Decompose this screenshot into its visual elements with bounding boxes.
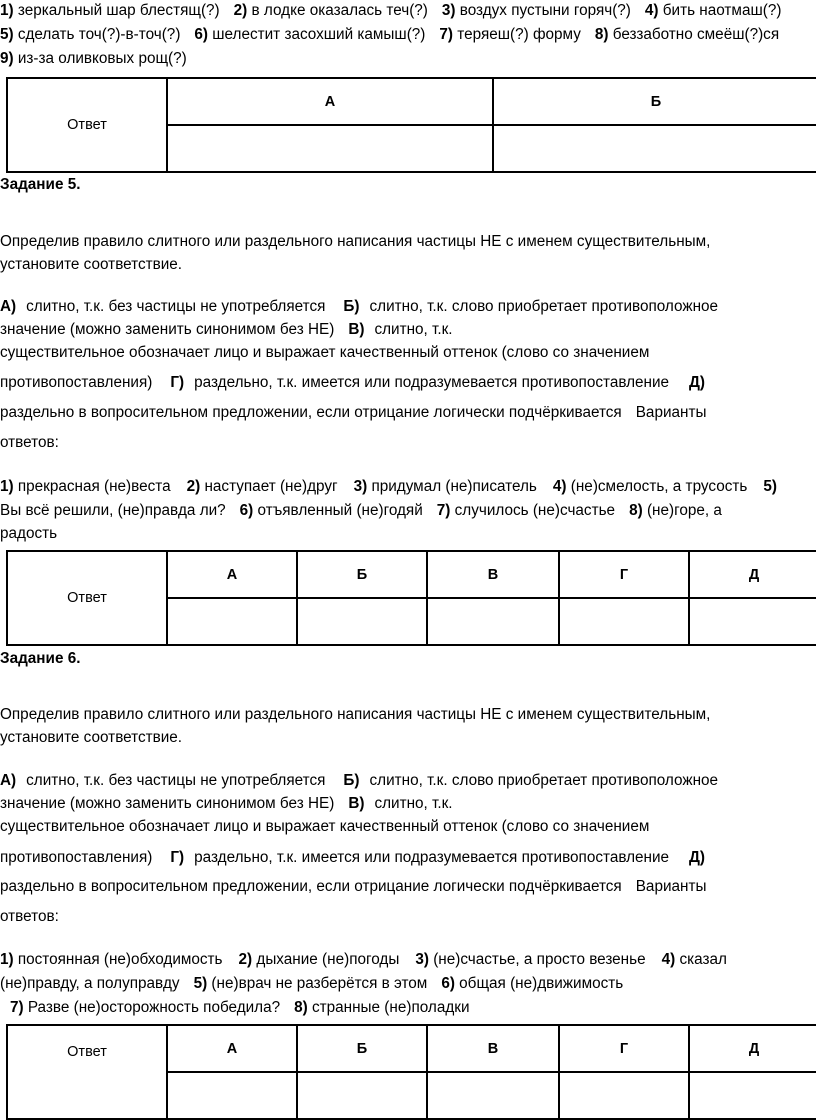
task5-options-line-2: Вы всё решили, (не)правда ли? 6) отъявленный (не)годяй 7) случилось (не)счастье 8) (не)горе, а: [0, 502, 722, 519]
answer-cell-a[interactable]: [167, 1072, 297, 1119]
task6-rules-line-6: ответов:: [0, 908, 59, 925]
task5-options-line-1: 1) прекрасная (не)веста 2) наступает (не)друг 3) придумал (не)писатель 4) (не)смелость, а трусость 5): [0, 478, 777, 495]
task6-instruction-2: установите соответствие.: [0, 729, 183, 746]
task6-options-line-2: (не)правду, а полуправду 5) (не)врач не разберётся в этом 6) общая (не)движимость: [0, 975, 624, 992]
task6-options-line-1: 1) постоянная (не)обходимость 2) дыхание (не)погоды 3) (не)счастье, а просто везенье 4) сказал: [0, 951, 727, 968]
table-header-b: Б: [297, 551, 427, 598]
table-header-g: Г: [559, 1025, 689, 1072]
table-header-a: А: [167, 551, 297, 598]
answer-label: Ответ: [7, 78, 167, 172]
answer-cell-v[interactable]: [427, 1072, 559, 1119]
table-header-a: А: [167, 1025, 297, 1072]
task5-instruction-2: установите соответствие.: [0, 256, 183, 273]
answer-cell-b[interactable]: [297, 598, 427, 645]
answer-cell-g[interactable]: [559, 1072, 689, 1119]
answer-label: Ответ: [7, 1025, 167, 1119]
answer-cell-g[interactable]: [559, 598, 689, 645]
task6-rules-line-4: противопоставления) Г) раздельно, т.к. имеется или подразумевается противопоставление Д): [0, 849, 706, 866]
table-header-d: Д: [689, 551, 816, 598]
table-header-b: Б: [493, 78, 816, 125]
task5-rules-line-4: противопоставления) Г) раздельно, т.к. имеется или подразумевается противопоставление Д): [0, 374, 706, 391]
answer-cell-b[interactable]: [493, 125, 816, 172]
task6-rules-line-5: раздельно в вопросительном предложении, если отрицание логически подчёркивается Варианты: [0, 878, 707, 895]
table-header-v: В: [427, 1025, 559, 1072]
answer-table-2: [6, 550, 816, 646]
answer-cell-a[interactable]: [167, 598, 297, 645]
intro-line-1: 1) зеркальный шар блестящ(?) 2) в лодке оказалась теч(?) 3) воздух пустыни горяч(?) 4) бить наотмаш(?): [0, 2, 782, 19]
task6-instruction-1: Определив правило слитного или раздельного написания частицы НЕ с именем существительным,: [0, 706, 711, 723]
task6-options-line-3: 7) Разве (не)осторожность победила? 8) странные (не)поладки: [10, 999, 470, 1016]
answer-cell-v[interactable]: [427, 598, 559, 645]
table-header-d: Д: [689, 1025, 816, 1072]
task5-title: Задание 5.: [0, 176, 81, 193]
answer-cell-a[interactable]: [167, 125, 493, 172]
answer-cell-b[interactable]: [297, 1072, 427, 1119]
table-header-g: Г: [559, 551, 689, 598]
answer-table-1: [6, 77, 816, 173]
table-header-v: В: [427, 551, 559, 598]
task5-options-line-3: радость: [0, 525, 58, 542]
table-header-a: А: [167, 78, 493, 125]
intro-line-3: 9) из-за оливковых рощ(?): [0, 50, 187, 67]
task6-rules-line-1: А) слитно, т.к. без частицы не употребляется Б) слитно, т.к. слово приобретает противоположное: [0, 772, 719, 789]
answer-cell-d[interactable]: [689, 598, 816, 645]
task6-rules-line-2: значение (можно заменить синонимом без НЕ) В) слитно, т.к.: [0, 795, 453, 812]
answer-label: Ответ: [7, 551, 167, 645]
task5-rules-line-6: ответов:: [0, 434, 59, 451]
table-header-b: Б: [297, 1025, 427, 1072]
task5-rules-line-5: раздельно в вопросительном предложении, если отрицание логически подчёркивается Варианты: [0, 404, 707, 421]
intro-line-2: 5) сделать точ(?)-в-точ(?) 6) шелестит засохший камыш(?) 7) теряеш(?) форму 8) беззаботно смеёш(?)ся: [0, 26, 780, 43]
task5-rules-line-3: существительное обозначает лицо и выражает качественный оттенок (слово со значением: [0, 344, 650, 361]
task5-rules-line-1: А) слитно, т.к. без частицы не употребляется Б) слитно, т.к. слово приобретает противоположное: [0, 298, 719, 315]
task5-rules-line-2: значение (можно заменить синонимом без НЕ) В) слитно, т.к.: [0, 321, 453, 338]
task6-title: Задание 6.: [0, 650, 81, 667]
task5-instruction-1: Определив правило слитного или раздельного написания частицы НЕ с именем существительным,: [0, 233, 711, 250]
task6-rules-line-3: существительное обозначает лицо и выражает качественный оттенок (слово со значением: [0, 818, 650, 835]
answer-cell-d[interactable]: [689, 1072, 816, 1119]
answer-table-3: [6, 1024, 816, 1120]
